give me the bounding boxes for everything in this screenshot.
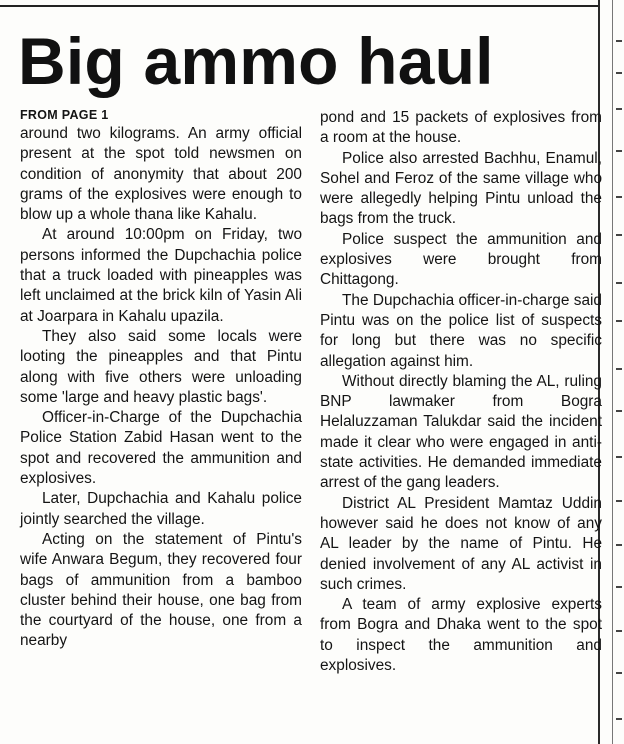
article-paragraph: A team of army explosive experts from Bogra and Dhaka went to the spot to inspect the ammunition and explosives. [320,596,602,675]
article-paragraph: The Dupchachia officer-in-charge said Pintu was on the police list of suspects for long but there was no specific allegation against him. [320,291,602,370]
article-paragraph: At around 10:00pm on Friday, two persons informed the Dupchachia police that a truck loaded with pineapples was left unclaimed at the brick kiln of Yasin Ali at Joarpara in Kahalu upazila. [20,226,302,325]
article-column-right [320,108,602,676]
headline: Big ammo haul [18,24,494,98]
article-paragraph: Police also arrested Bachhu, Enamul, Sohel and Feroz of the same village who were allegedly helping Pintu unload the bags from the truck. [320,149,602,228]
article-column-left [20,108,302,652]
adjacent-column-edge [614,20,624,740]
article-paragraph: District AL President Mamtaz Uddin however said he does not know of any AL leader by the name of Pintu. He denied involvement of any AL activist in such crimes. [320,494,602,593]
continuation-label: FROM PAGE 1 [20,108,109,122]
article-paragraph: Acting on the statement of Pintu's wife Anwara Begum, they recovered four bags of ammunition from a bamboo cluster behind their house, one bag from the courtyard of the house, one from a nearby [20,530,302,650]
article-paragraph: pond and 15 packets of explosives from a room at the house. [320,109,602,147]
top-rule [0,5,598,7]
article-paragraph: Later, Dupchachia and Kahalu police jointly searched the village. [20,490,302,528]
article-paragraph: around two kilograms. An army official present at the spot told newsmen on condition of anonymity that about 200 grams of the explosives were enough to blow up a whole thana like Kahalu. [20,125,302,224]
article-paragraph: Without directly blaming the AL, ruling BNP lawmaker from Bogra Helaluzzaman Talukdar said the incident made it clear who were engaged in anti-state activities. He demanded immediate arrest of the gang leaders. [320,372,602,492]
article-paragraph: Police suspect the ammunition and explosives were brought from Chittagong. [320,230,602,289]
article-paragraph: Officer-in-Charge of the Dupchachia Police Station Zabid Hasan went to the spot and recovered the ammunition and explosives. [20,409,302,488]
article-paragraph: They also said some locals were looting the pineapples and that Pintu along with five others were unloading some 'large and heavy plastic bags'. [20,327,302,406]
page-edge-rule [612,0,613,744]
